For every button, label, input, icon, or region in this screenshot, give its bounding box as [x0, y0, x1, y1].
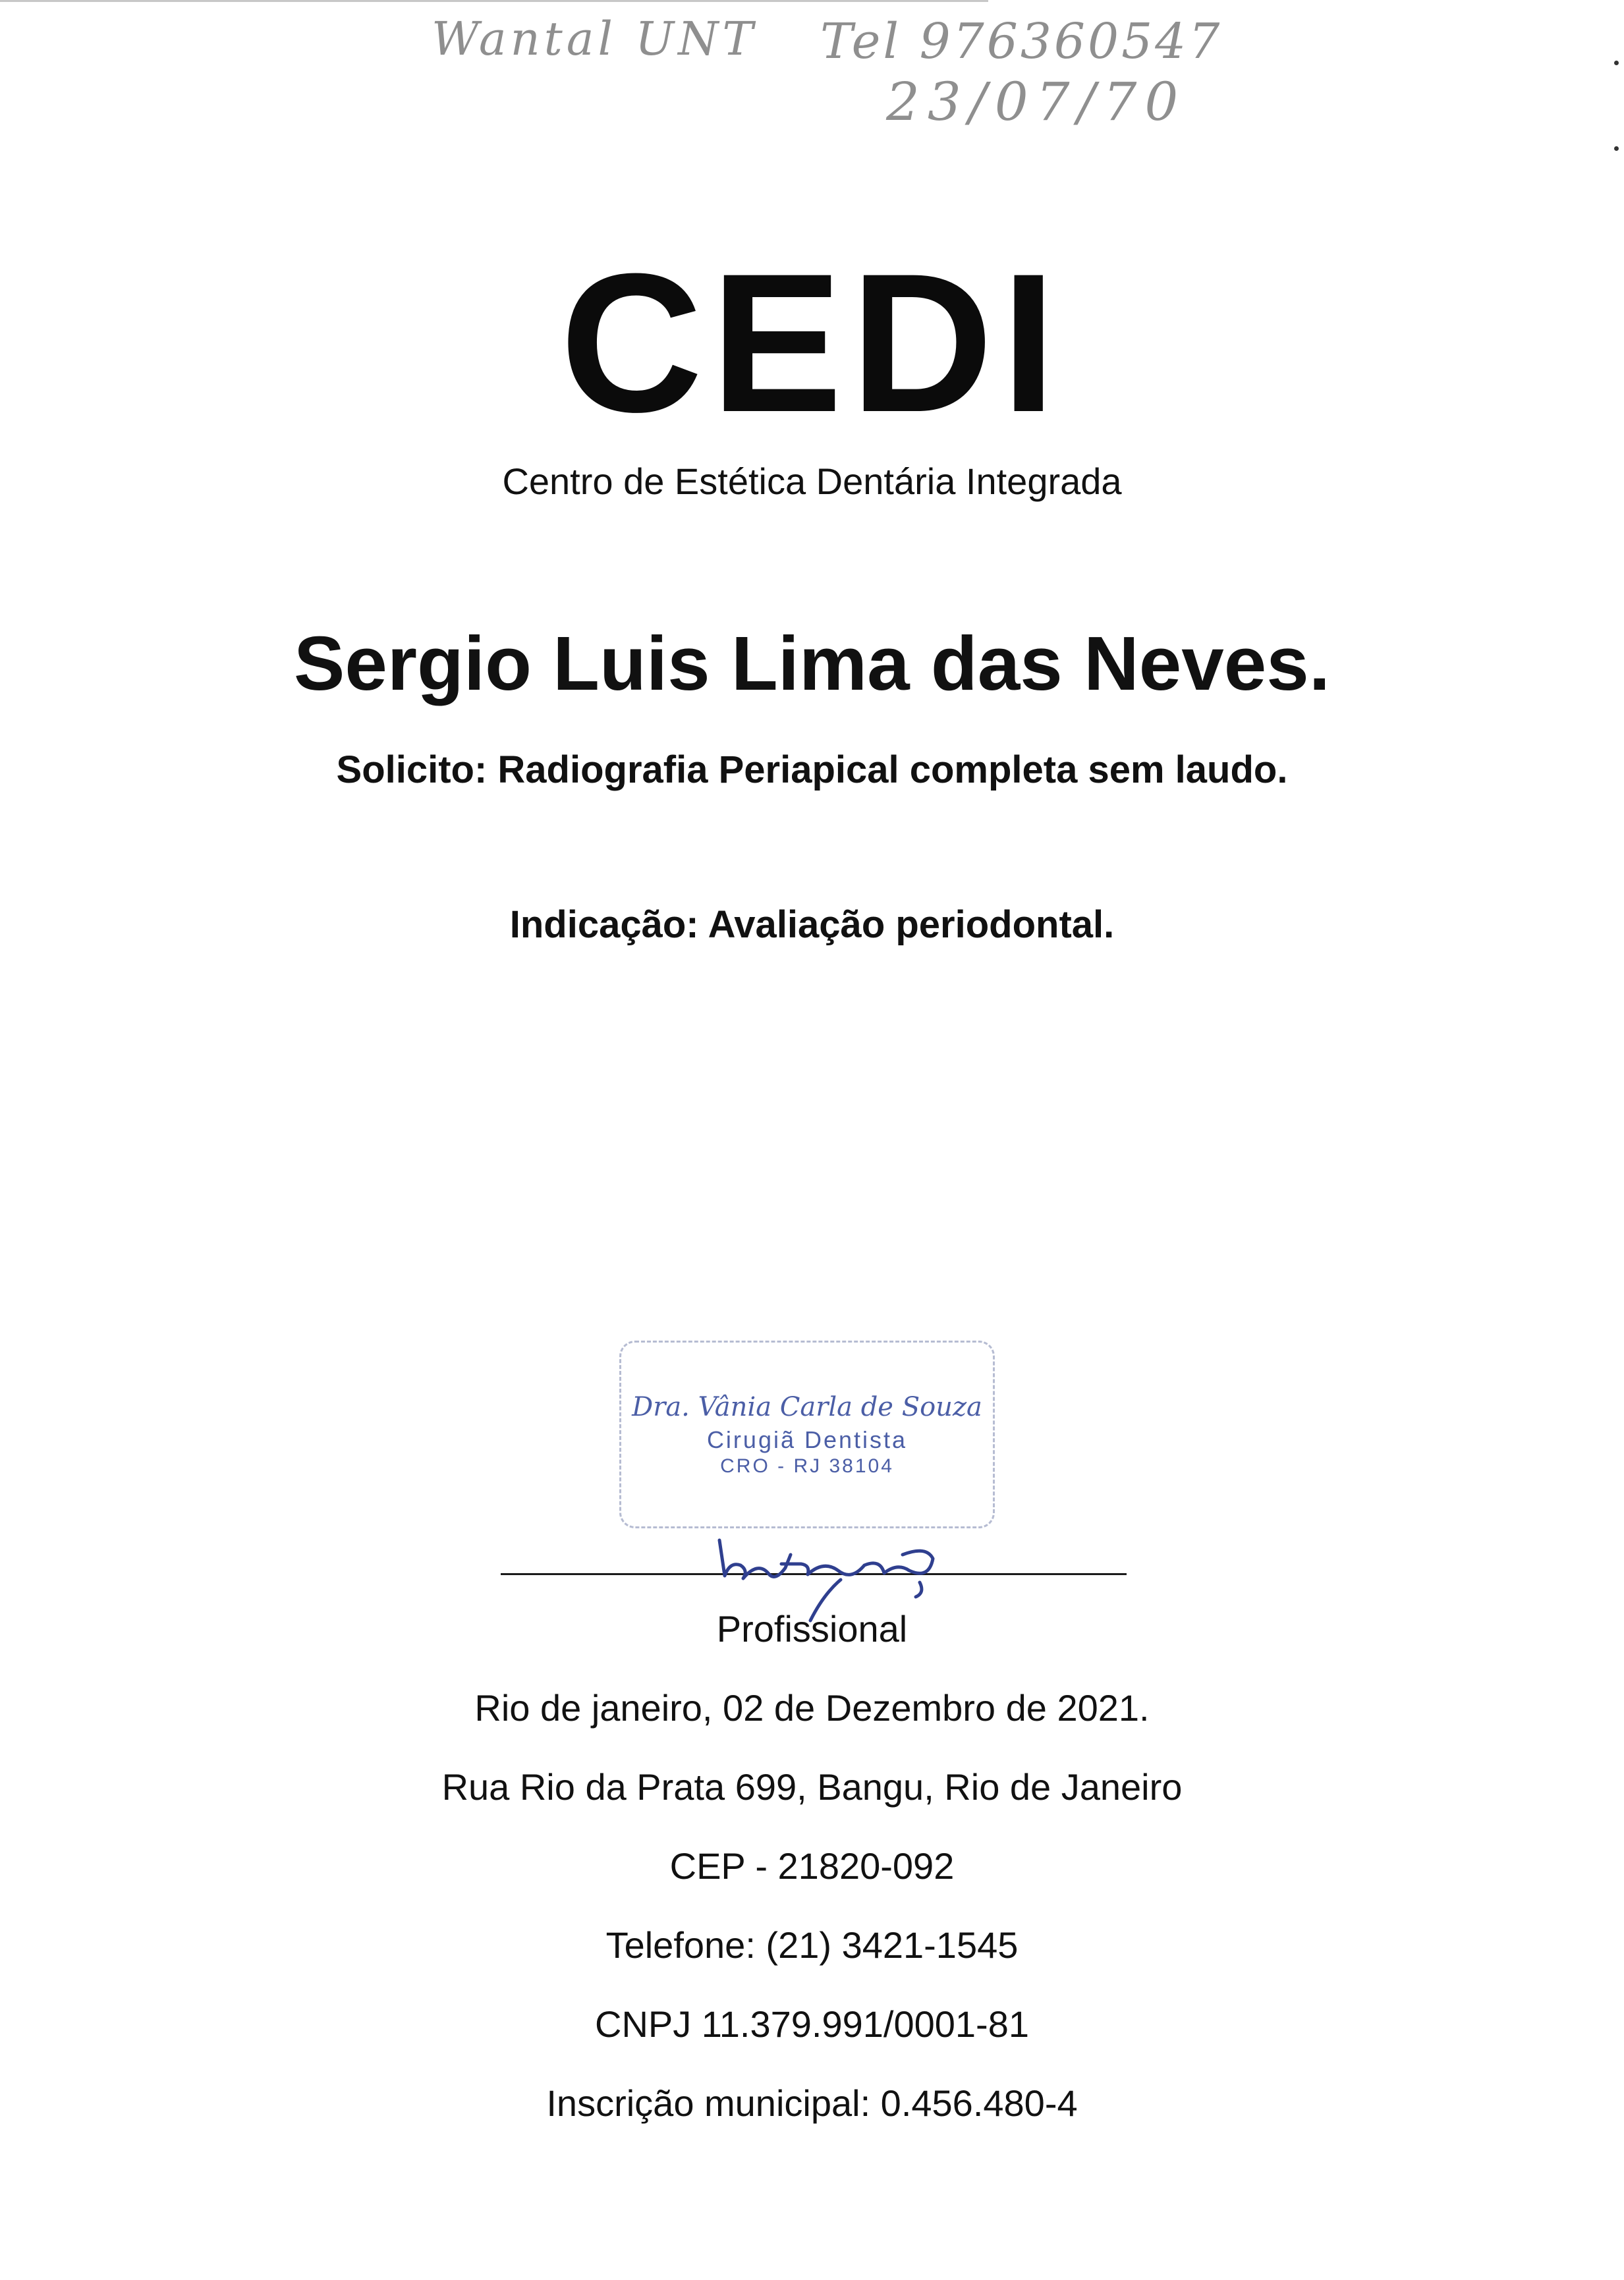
- clinic-cep: CEP - 21820-092: [669, 1845, 955, 1887]
- scan-speck: [1614, 61, 1619, 65]
- stamp-title: Cirugiã Dentista: [706, 1426, 908, 1453]
- clinic-logo: CEDI: [560, 232, 1064, 453]
- handwritten-name: Wantal UNT: [432, 12, 758, 66]
- clinic-address: Rua Rio da Prata 699, Bangu, Rio de Janeiro: [441, 1766, 1183, 1808]
- clinic-cnpj: CNPJ 11.379.991/0001-81: [595, 2003, 1029, 2045]
- signature-label: Profissional: [716, 1608, 908, 1650]
- handwritten-phone: Tel 976360547: [820, 13, 1223, 70]
- professional-stamp: [619, 1341, 995, 1528]
- stamp-name: Dra. Vânia Carla de Souza: [632, 1392, 982, 1422]
- scan-speck: [1614, 146, 1619, 151]
- clinic-phone: Telefone: (21) 3421-1545: [605, 1924, 1019, 1966]
- handwritten-date: 23/07/70: [886, 71, 1187, 132]
- scan-top-edge: [0, 0, 988, 2]
- municipal-registration: Inscrição municipal: 0.456.480-4: [546, 2082, 1078, 2124]
- exam-request: Solicito: Radiografia Periapical completa sem laudo.: [336, 748, 1288, 791]
- clinic-subtitle: Centro de Estética Dentária Integrada: [502, 460, 1122, 502]
- issue-date: Rio de janeiro, 02 de Dezembro de 2021.: [474, 1687, 1150, 1729]
- stamp-cro: CRO - RJ 38104: [720, 1455, 894, 1477]
- patient-name: Sergio Luis Lima das Neves.: [293, 621, 1331, 706]
- exam-indication: Indicação: Avaliação periodontal.: [509, 903, 1115, 946]
